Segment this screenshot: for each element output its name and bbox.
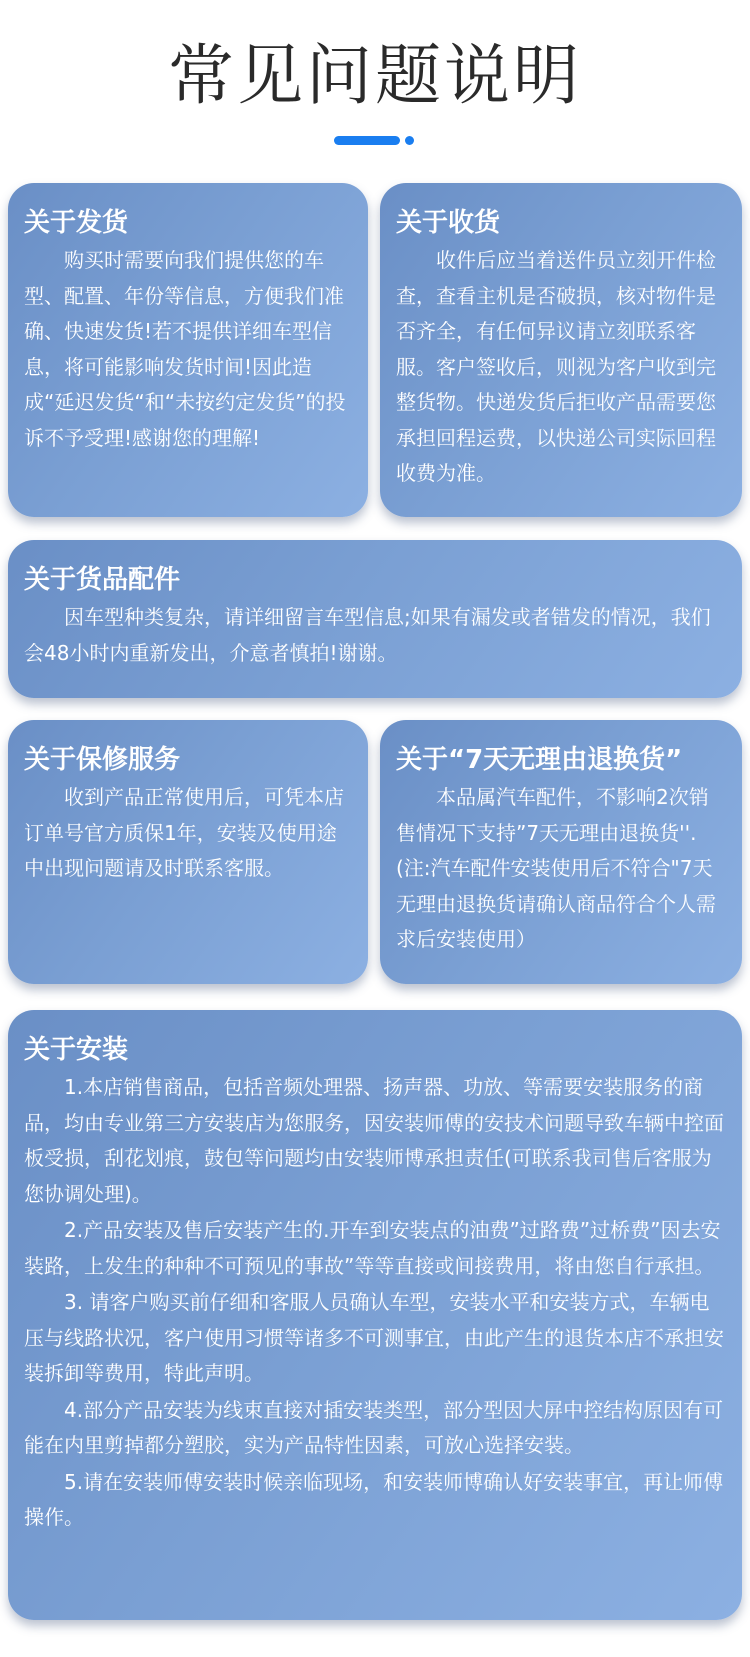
page-title: 常见问题说明 <box>168 37 582 114</box>
card-paragraph: 1.本店销售商品，包括音频处理器、扬声器、功放、等需要安装服务的商品，均由专业第三方安装店为您服务，因安装师傅的安技术问题导致车辆中控面板受损，刮花划痕，鼓包等问题均由安装师博承担责任(可联系我司售后客服为您协调处理)。 <box>24 1075 724 1206</box>
card-body-installation <box>24 1070 726 1536</box>
card-title-return-policy: 关于“7天无理由退换货” <box>396 745 683 775</box>
card-paragraph: 购买时需要向我们提供您的车型、配置、年份等信息，方便我们准确、快速发货!若不提供详细车型信息，将可能影响发货时间!因此造成“延迟发货“和“未按约定发货”的投诉不予受理!感谢您的理解! <box>24 248 346 450</box>
card-title-receiving: 关于收货 <box>396 208 501 238</box>
card-title-parts: 关于货品配件 <box>24 565 181 595</box>
card-paragraph: 2.产品安装及售后安装产生的.开车到安装点的油费”过路费”过桥费”因去安装路，上发生的种种不可预见的事故”等等直接或间接费用，将由您自行承担。 <box>24 1218 721 1278</box>
card-paragraph: 本品属汽车配件，不影响2次销售情况下支持”7天无理由退换货''.(注:汽车配件安装使用后不符合"7天无理由退换货请确认商品符合个人需求后安装使用） <box>396 785 716 951</box>
card-paragraph: 收到产品正常使用后，可凭本店订单号官方质保1年，安装及使用途中出现问题请及时联系客服。 <box>24 785 344 880</box>
card-body-receiving <box>396 243 726 492</box>
card-body-warranty <box>24 780 352 887</box>
faq-card-receiving <box>380 183 742 517</box>
card-body-shipping <box>24 243 352 456</box>
card-paragraph: 收件后应当着送件员立刻开件检查，查看主机是否破损，核对物件是否齐全，有任何异议请立刻联系客服。客户签收后，则视为客户收到完整货物。快递发货后拒收产品需要您承担回程运费，以快递公司实际回程收费为准。 <box>396 248 716 485</box>
card-paragraph: 5.请在安装师傅安装时候亲临现场，和安装师博确认好安装事宜，再让师傅操作。 <box>24 1469 724 1529</box>
title-underline-dot <box>405 136 414 145</box>
title-underline-bar <box>334 136 400 145</box>
card-body-parts <box>24 600 726 671</box>
card-title-shipping: 关于发货 <box>24 208 129 238</box>
faq-card-return-policy <box>380 720 742 984</box>
faq-card-parts <box>8 540 742 698</box>
card-body-return-policy <box>396 780 726 958</box>
card-title-installation: 关于安装 <box>24 1035 129 1065</box>
faq-card-warranty <box>8 720 368 984</box>
faq-card-shipping <box>8 183 368 517</box>
card-title-warranty: 关于保修服务 <box>24 745 181 775</box>
faq-card-installation <box>8 1010 742 1620</box>
card-paragraph: 3. 请客户购买前仔细和客服人员确认车型，安装水平和安装方式，车辆电压与线路状况，客户使用习惯等诸多不可测事宜，由此产生的退货本店不承担安装拆卸等费用，特此声明。 <box>24 1290 724 1385</box>
card-paragraph: 因车型种类复杂，请详细留言车型信息;如果有漏发或者错发的情况，我们会48小时内重新发出，介意者慎拍!谢谢。 <box>24 605 711 665</box>
card-paragraph: 4.部分产品安装为线束直接对插安装类型，部分型因大屏中控结构原因有可能在内里剪掉都分塑胶，实为产品特性因素，可放心选择安装。 <box>24 1397 724 1457</box>
